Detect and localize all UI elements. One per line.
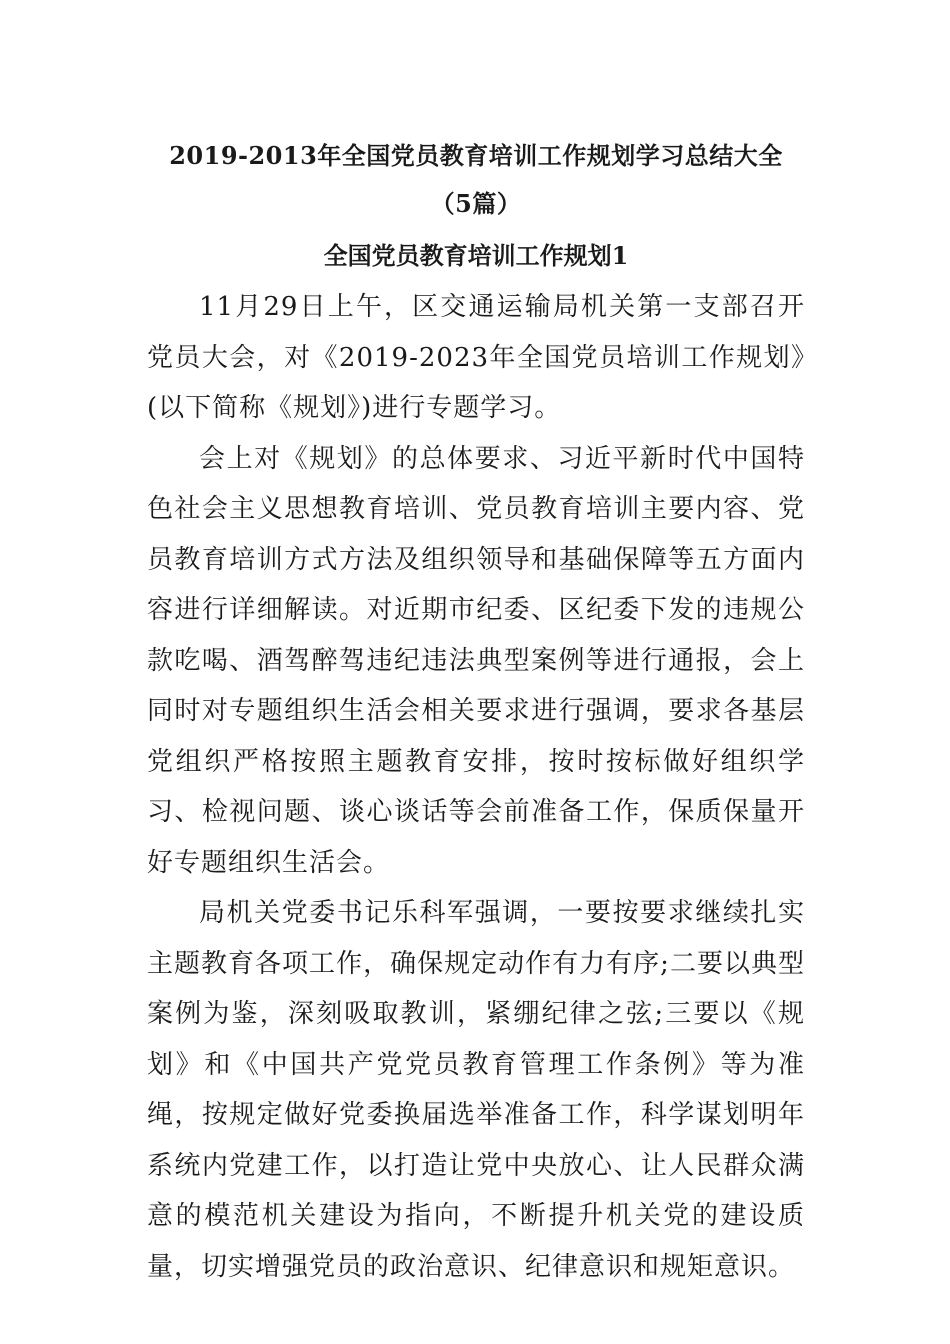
paragraph-3: 局机关党委书记乐科军强调，一要按要求继续扎实主题教育各项工作，确保规定动作有力有序;二要以典型案例为鉴，深刻吸取教训，紧绷纪律之弦;三要以《规划》和《中国共产党党员教育管理工作条例》等为准绳，按规定做好党委换届选举准备工作，科学谋划明年系统内党建工作，以打造让党中央放心、让人民群众满意的模范机关建设为指向，不断提升机关党的建设质量，切实增强党员的政治意识、纪律意识和规矩意识。: [147, 898, 805, 1282]
document-page: [147, 132, 805, 1292]
document-title-line-2: （5篇）: [430, 189, 522, 218]
paragraph-2: 会上对《规划》的总体要求、习近平新时代中国特色社会主义思想教育培训、党员教育培训主要内容、党员教育培训方式方法及组织领导和基础保障等五方面内容进行详细解读。对近期市纪委、区纪委下发的违规公款吃喝、酒驾醉驾违纪违法典型案例等进行通报，会上同时对专题组织生活会相关要求进行强调，要求各基层党组织严格按照主题教育安排，按时按标做好组织学习、检视问题、谈心谈话等会前准备工作，保质保量开好专题组织生活会。: [147, 443, 805, 878]
document-title-line-1: 2019-2013年全国党员教育培训工作规划学习总结大全: [169, 141, 783, 170]
document-title: [147, 132, 805, 228]
section-heading: 全国党员教育培训工作规划1: [323, 241, 629, 270]
paragraph-1: 11月29日上午，区交通运输局机关第一支部召开党员大会，对《2019-2023年全国党员培训工作规划》(以下简称《规划》)进行专题学习。: [147, 292, 805, 423]
